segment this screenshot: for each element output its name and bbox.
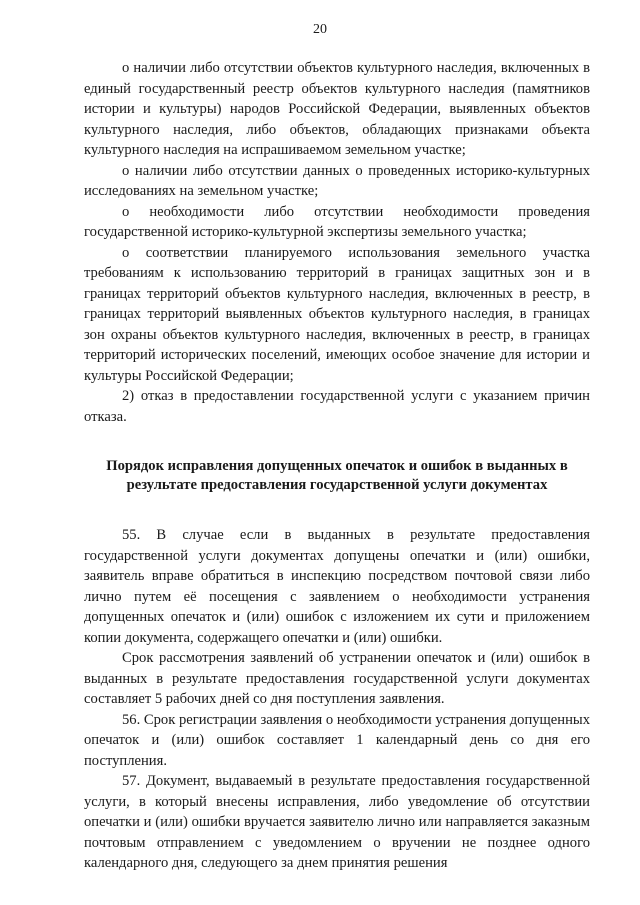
document-body [84, 58, 590, 874]
paragraph-refusal: 2) отказ в предоставлении государственной услуги с указанием причин отказа. [84, 388, 590, 425]
paragraph-land-use-compliance: о соответствии планируемого использования земельного участка требованиям к использованию территорий в границах защитных зон и в границах территорий объектов культурного наследия, включенных в реестр, в границах территорий выявленных объектов культурного наследия, в границах зон охраны объектов культурного наследия, включенных в реестр, в границах территорий исторических поселений, имеющих особое значение для истории и культуры Российской Федерации; [84, 244, 590, 384]
paragraph-expertise-necessity: о необходимости либо отсутствии необходимости проведения государственной историко-культурной экспертизы земельного участка; [84, 203, 590, 240]
paragraph-review-term: Срок рассмотрения заявлений об устранении опечаток и (или) ошибок в выданных в результате предоставления государственной услуги документах составляет 5 рабочих дней со дня поступления заявления. [84, 650, 590, 707]
paragraph-57: 57. Документ, выдаваемый в результате предоставления государственной услуги, в который внесены исправления, либо уведомление об отсутствии опечатки и (или) ошибки вручается заявителю лично или направляется заказным почтовым отправлением с уведомлением о вручении не позднее одного календарного дня, следующего за днем принятия решения [84, 773, 590, 871]
section-heading: Порядок исправления допущенных опечаток и ошибок в выданных в результате предоставления государственной услуги документах [106, 458, 568, 493]
paragraph-cultural-heritage-objects: о наличии либо отсутствии объектов культурного наследия, включенных в единый государственный реестр объектов культурного наследия (памятников истории и культуры) народов Российской Федерации, выявленных объектов культурного наследия, либо объектов, обладающих признаками объекта культурного наследия на испрашиваемом земельном участке; [84, 60, 590, 158]
paragraph-historical-research: о наличии либо отсутствии данных о проведенных историко-культурных исследованиях на земельном участке; [84, 162, 590, 199]
paragraph-55: 55. В случае если в выданных в результате предоставления государственной услуги документах допущены опечатки и (или) ошибки, заявитель вправе обратиться в инспекцию посредством почтовой связи либо лично путем её посещения с заявлением о необходимости устранения допущенных опечаток и (или) ошибок с изложением их сути и приложением копии документа, содержащего опечатки и (или) ошибки. [84, 527, 590, 646]
page-number: 20 [313, 22, 327, 37]
paragraph-56: 56. Срок регистрации заявления о необходимости устранения допущенных опечаток и (или) ошибок составляет 1 календарный день со дня его поступления. [84, 711, 590, 769]
